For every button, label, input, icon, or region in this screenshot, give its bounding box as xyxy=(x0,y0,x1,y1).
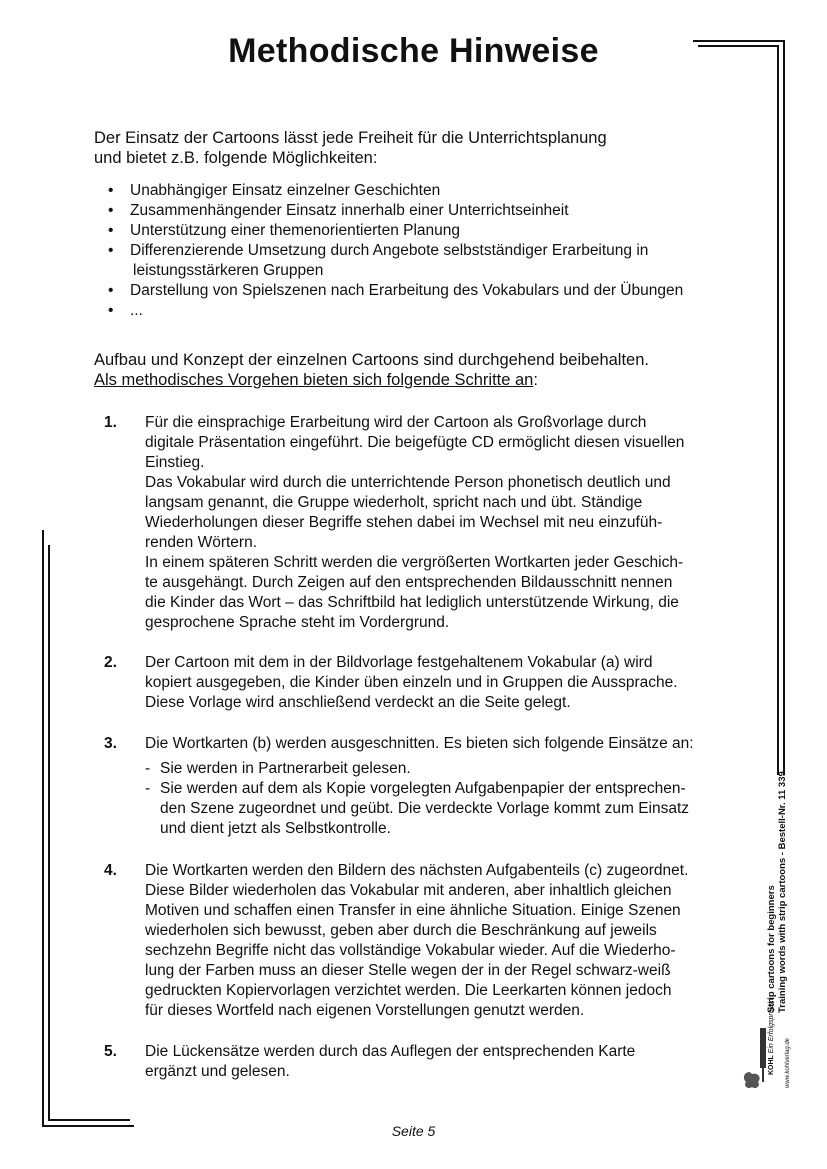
step-line: Für die einsprachige Erarbeitung wird der Cartoon als Großvorlage durch xyxy=(145,414,647,431)
sub-item xyxy=(145,759,745,779)
list-item xyxy=(108,221,748,241)
step-line: In einem späteren Schritt werden die vergrößerten Wortkarten jeder Geschich- xyxy=(145,554,684,571)
sub-dash: - xyxy=(145,760,151,777)
bullet-dot: • xyxy=(108,202,114,219)
frame-left-vertical1 xyxy=(42,530,44,1127)
intro-line: Der Einsatz der Cartoons lässt jede Freiheit für die Unterrichtsplanung xyxy=(94,129,607,147)
bullet-text: Differenzierende Umsetzung durch Angebote selbstständiger Erarbeitung in xyxy=(130,242,649,259)
list-item xyxy=(108,301,748,321)
publisher-tagline: Ein Erfolgsprojekt xyxy=(768,998,775,1054)
step-line: Die Wortkarten (b) werden ausgeschnitten. Es bieten sich folgende Einsätze an: xyxy=(145,735,694,752)
step-number: 1. xyxy=(104,414,117,431)
intro-line: und bietet z.B. folgende Möglichkeiten: xyxy=(94,149,378,167)
sub-line: und dient jetzt als Selbstkontrolle. xyxy=(160,820,391,837)
step-line: Einstieg. xyxy=(145,454,205,471)
step-line: gesprochene Sprache steht im Vordergrund. xyxy=(145,614,450,631)
bullet-dot: • xyxy=(108,182,114,199)
bullet-text: Unabhängiger Einsatz einzelner Geschichten xyxy=(130,182,441,199)
sub-line: Sie werden auf dem als Kopie vorgelegten Aufgabenpapier der entsprechen- xyxy=(160,780,686,797)
page-number: Seite 5 xyxy=(391,1123,436,1139)
step-body xyxy=(145,734,745,839)
step-line: te ausgehängt. Durch Zeigen auf den entsprechenden Bildausschnitt nennen xyxy=(145,574,673,591)
step-line: wiederholen sich bewusst, geben aber durch die Beschränkung auf jeweils xyxy=(145,922,657,939)
step-line: Diese Vorlage wird anschließend verdeckt an die Seite gelegt. xyxy=(145,694,571,711)
concept-underlined: Als methodisches Vorgehen bieten sich folgende Schritte an xyxy=(94,371,534,389)
sub-item xyxy=(145,779,745,839)
publisher-name-text: KOHL xyxy=(768,1055,775,1075)
list-item xyxy=(108,181,748,201)
step-number: 5. xyxy=(104,1043,117,1060)
step-line: für dieses Wortfeld nach eigenen Vorstellungen genutzt werden. xyxy=(145,1002,585,1019)
step-line: gedruckten Kopiervorlagen verzichtet werden. Die Leerkarten können jedoch xyxy=(145,982,672,999)
concept-paragraph xyxy=(94,350,734,390)
sub-list xyxy=(145,759,745,839)
step-body xyxy=(145,653,745,713)
page-title: Methodische Hinweise xyxy=(228,32,599,70)
sub-dash: - xyxy=(145,780,151,797)
step-line: sechzehn Begriffe nicht das vollständige Vokabular wieder. Auf die Wiederho- xyxy=(145,942,676,959)
step-line: digitale Präsentation eingeführt. Die beigefügte CD ermöglicht diesen visuellen xyxy=(145,434,685,451)
intro-paragraph xyxy=(94,128,734,168)
sidebar-caption xyxy=(766,703,788,1013)
sidebar-line2: Training words with strip cartoons - Bestell-Nr. 11 339 xyxy=(777,771,788,1013)
sub-line: Sie werden in Partnerarbeit gelesen. xyxy=(160,760,411,777)
bullet-text: Zusammenhängender Einsatz innerhalb einer Unterrichtseinheit xyxy=(130,202,569,219)
step-number: 2. xyxy=(104,654,117,671)
step-line: renden Wörtern. xyxy=(145,534,257,551)
publisher-logo-icon xyxy=(740,1020,788,1090)
step-line: Diese Bilder wiederholen das Vokabular mit anderen, aber inhaltlich gleichen xyxy=(145,882,672,899)
step-line: Der Cartoon mit dem in der Bildvorlage festgehaltenem Vokabular (a) wird xyxy=(145,654,653,671)
frame-bottom-left-line2 xyxy=(48,1119,130,1121)
bullet-text: leistungsstärkeren Gruppen xyxy=(133,262,324,279)
step-line: langsam genannt, die Gruppe wiederholt, spricht nach und übt. Ständige xyxy=(145,494,643,511)
step-line: Das Vokabular wird durch die unterrichtende Person phonetisch deutlich und xyxy=(145,474,671,491)
list-item xyxy=(108,241,748,281)
step-number: 3. xyxy=(104,735,117,752)
bullet-text: ... xyxy=(130,302,143,319)
frame-right-vertical2 xyxy=(777,45,779,775)
list-item xyxy=(108,281,748,301)
bullet-text: Darstellung von Spielszenen nach Erarbeitung des Vokabulars und der Übungen xyxy=(130,282,684,299)
bullet-dot: • xyxy=(108,282,114,299)
list-item xyxy=(108,201,748,221)
step-line: lung der Farben muss an dieser Stelle wegen der in der Regel schwarz-weiß xyxy=(145,962,671,979)
step-body xyxy=(145,861,745,1021)
frame-right-vertical1 xyxy=(783,40,785,775)
frame-left-vertical2 xyxy=(48,545,50,1120)
bullet-list xyxy=(108,181,748,321)
concept-suffix: : xyxy=(533,371,538,389)
sub-line: den Szene zugeordnet und geübt. Die verdeckte Vorlage kommt zum Einsatz xyxy=(160,800,690,817)
bullet-dot: • xyxy=(108,302,114,319)
step-line: Die Lückensätze werden durch das Auflegen der entsprechenden Karte xyxy=(145,1043,636,1060)
step-body xyxy=(145,413,745,633)
step-line: Motiven und schaffen einen Transfer in eine ähnliche Situation. Einige Szenen xyxy=(145,902,681,919)
concept-line2 xyxy=(94,370,734,390)
sidebar-line1: Strip cartoons for beginners xyxy=(766,885,777,1013)
step-line: ergänzt und gelesen. xyxy=(145,1063,290,1080)
step-body xyxy=(145,1042,745,1082)
publisher-name xyxy=(768,998,775,1075)
step-line: Die Wortkarten werden den Bildern des nächsten Aufgabenteils (c) zugeordnet. xyxy=(145,862,689,879)
step-line: kopiert ausgegeben, die Kinder üben einzeln und in Gruppen die Aussprache. xyxy=(145,674,678,691)
step-number: 4. xyxy=(104,862,117,879)
concept-line: Aufbau und Konzept der einzelnen Cartoons sind durchgehend beibehalten. xyxy=(94,351,649,369)
bullet-text: Unterstützung einer themenorientierten Planung xyxy=(130,222,461,239)
step-line: Wiederholungen dieser Begriffe stehen dabei im Wechsel mit neu einzufüh- xyxy=(145,514,663,531)
bullet-dot: • xyxy=(108,222,114,239)
step-line: die Kinder das Wort – das Schriftbild hat lediglich unterstützende Wirkung, die xyxy=(145,594,679,611)
publisher-url: www.kohlverlag.de xyxy=(785,1037,791,1088)
bullet-dot: • xyxy=(108,242,114,259)
